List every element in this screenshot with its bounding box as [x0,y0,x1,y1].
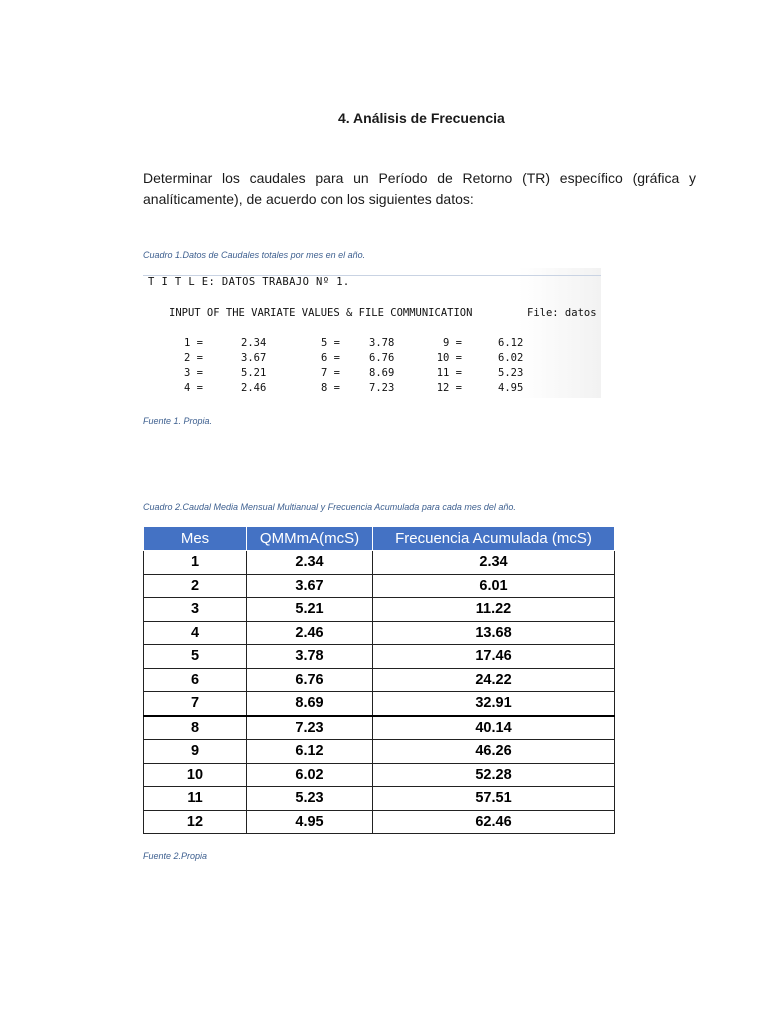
cell-mes: 7 [144,692,247,716]
console-value: 5.23 [498,367,524,379]
cell-qmmma: 5.23 [247,787,373,811]
cell-qmmma: 8.69 [247,692,373,716]
cell-frecuencia: 52.28 [373,763,615,787]
cell-qmmma: 6.76 [247,668,373,692]
header-frecuencia: Frecuencia Acumulada (mcS) [373,527,615,551]
intro-paragraph: Determinar los caudales para un Período de Retorno (TR) específico (gráfica y analíticamente), de acuerdo con los siguientes datos: [143,170,696,207]
console-title: T I T L E: DATOS TRABAJO Nº 1. [148,276,350,288]
console-value: 6.12 [498,337,524,349]
console-value: 7.23 [369,382,395,394]
console-value: 2.46 [241,382,267,394]
console-index: 5 = [321,337,340,349]
console-value: 4.95 [498,382,524,394]
cell-frecuencia: 17.46 [373,645,615,669]
cell-frecuencia: 2.34 [373,551,615,575]
cell-mes: 6 [144,668,247,692]
cell-mes: 1 [144,551,247,575]
header-mes: Mes [144,527,247,551]
table-row [144,598,615,622]
console-index: 10 = [436,352,462,364]
console-value: 2.34 [241,337,267,349]
cell-mes: 10 [144,763,247,787]
table-row [144,787,615,811]
console-index: 1 = [184,337,203,349]
cell-mes: 12 [144,810,247,834]
table-row [144,692,615,716]
cell-qmmma: 3.67 [247,574,373,598]
table-row [144,810,615,834]
cell-mes: 9 [144,740,247,764]
console-index: 8 = [321,382,340,394]
table-row [144,740,615,764]
table-row [144,621,615,645]
caption-table-2: Cuadro 2.Caudal Media Mensual Multianual y Frecuencia Acumulada para cada mes del año. [143,502,516,512]
cell-frecuencia: 40.14 [373,716,615,740]
caption-table-1: Cuadro 1.Datos de Caudales totales por mes en el año. [143,250,366,260]
console-value: 5.21 [241,367,267,379]
cell-qmmma: 6.02 [247,763,373,787]
console-index: 2 = [184,352,203,364]
console-index: 7 = [321,367,340,379]
console-index: 6 = [321,352,340,364]
cell-qmmma: 2.46 [247,621,373,645]
cell-frecuencia: 57.51 [373,787,615,811]
console-file-label: File: datos [527,307,597,319]
console-row [143,352,601,367]
table-row [144,763,615,787]
header-qmmma: QMMmA(mcS) [247,527,373,551]
console-value: 8.69 [369,367,395,379]
cell-frecuencia: 32.91 [373,692,615,716]
cell-mes: 2 [144,574,247,598]
console-value: 6.76 [369,352,395,364]
console-value: 6.02 [498,352,524,364]
cell-frecuencia: 13.68 [373,621,615,645]
cell-qmmma: 5.21 [247,598,373,622]
console-screenshot [143,268,601,398]
cell-mes: 11 [144,787,247,811]
console-row [143,382,601,397]
cell-frecuencia: 46.26 [373,740,615,764]
source-2: Fuente 2.Propia [143,851,208,861]
console-value: 3.67 [241,352,267,364]
table-row [144,668,615,692]
cell-frecuencia: 24.22 [373,668,615,692]
cell-qmmma: 2.34 [247,551,373,575]
console-row [143,367,601,382]
cell-frecuencia: 11.22 [373,598,615,622]
cell-qmmma: 6.12 [247,740,373,764]
source-1: Fuente 1. Propia. [143,416,213,426]
cell-mes: 3 [144,598,247,622]
console-index: 11 = [436,367,462,379]
console-index: 3 = [184,367,203,379]
frequency-table [143,526,615,834]
table-row [144,574,615,598]
console-input-line: INPUT OF THE VARIATE VALUES & FILE COMMUNICATION [169,307,473,319]
cell-mes: 5 [144,645,247,669]
console-index: 4 = [184,382,203,394]
console-row [143,337,601,352]
table-row [144,645,615,669]
cell-qmmma: 3.78 [247,645,373,669]
table-row [144,551,615,575]
cell-mes: 8 [144,716,247,740]
cell-frecuencia: 62.46 [373,810,615,834]
console-index: 12 = [436,382,462,394]
table-row [144,716,615,740]
cell-mes: 4 [144,621,247,645]
table-header-row [144,527,615,551]
console-value: 3.78 [369,337,395,349]
cell-qmmma: 7.23 [247,716,373,740]
cell-qmmma: 4.95 [247,810,373,834]
cell-frecuencia: 6.01 [373,574,615,598]
console-index: 9 = [443,337,462,349]
section-heading: 4. Análisis de Frecuencia [338,110,505,126]
